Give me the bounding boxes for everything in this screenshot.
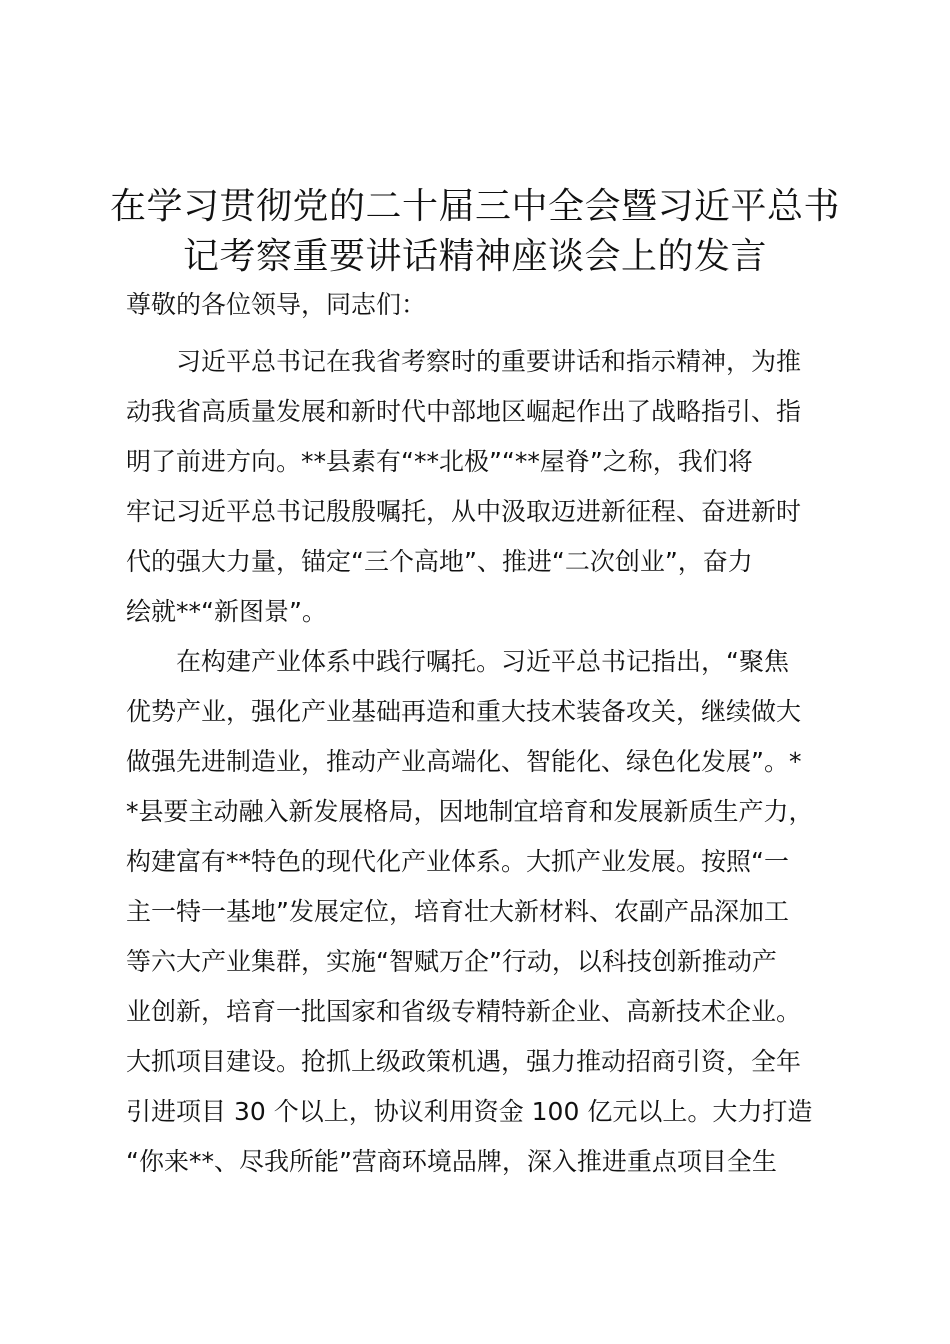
paragraph-line: 习近平总书记在我省考察时的重要讲话和指示精神，为推 — [176, 347, 802, 376]
document-title — [100, 182, 850, 282]
paragraph-line: 大抓项目建设。抢抓上级政策机遇，强力推动招商引资，全年 — [126, 1047, 802, 1076]
paragraph-line: 做强先进制造业，推动产业高端化、智能化、绿色化发展”。* — [126, 747, 802, 776]
document-body — [126, 285, 838, 1187]
title-line: 在学习贯彻党的二十届三中全会暨习近平总书 — [109, 186, 840, 227]
paragraph-line: 明了前进方向。**县素有“**北极”“**屋脊”之称，我们将 — [126, 447, 753, 476]
paragraph-line: 在构建产业体系中践行嘱托。习近平总书记指出，“聚焦 — [176, 647, 789, 676]
paragraph-line: 优势产业，强化产业基础再造和重大技术装备攻关，继续做大 — [126, 697, 802, 726]
paragraph-line: 业创新，培育一批国家和省级专精特新企业、高新技术企业。 — [126, 997, 802, 1026]
paragraph-line: 牢记习近平总书记殷殷嘱托，从中汲取迈进新征程、奋进新时 — [126, 497, 802, 526]
paragraph-line: 主一特一基地”发展定位，培育壮大新材料、农副产品深加工 — [126, 897, 789, 926]
paragraph-line: 绘就**“新图景”。 — [126, 597, 327, 626]
paragraph-line: *县要主动融入新发展格局，因地制宜培育和发展新质生产力， — [126, 797, 814, 826]
paragraph-line: 等六大产业集群，实施“智赋万企”行动，以科技创新推动产 — [126, 947, 777, 976]
paragraph-line: 构建富有**特色的现代化产业体系。大抓产业发展。按照“一 — [126, 847, 789, 876]
paragraph-line: 引进项目 30 个以上，协议利用资金 100 亿元以上。大力打造 — [126, 1097, 813, 1126]
salutation: 尊敬的各位领导，同志们： — [126, 290, 427, 319]
paragraph-line: 代的强大力量，锚定“三个高地”、推进“二次创业”，奋力 — [126, 547, 753, 576]
paragraph-2 — [126, 637, 838, 1187]
paragraph-line: 动我省高质量发展和新时代中部地区崛起作出了战略指引、指 — [126, 397, 802, 426]
paragraph-1 — [126, 337, 838, 637]
title-line: 记考察重要讲话精神座谈会上的发言 — [182, 236, 767, 277]
paragraph-line: “你来**、尽我所能”营商环境品牌，深入推进重点项目全生 — [126, 1147, 777, 1176]
